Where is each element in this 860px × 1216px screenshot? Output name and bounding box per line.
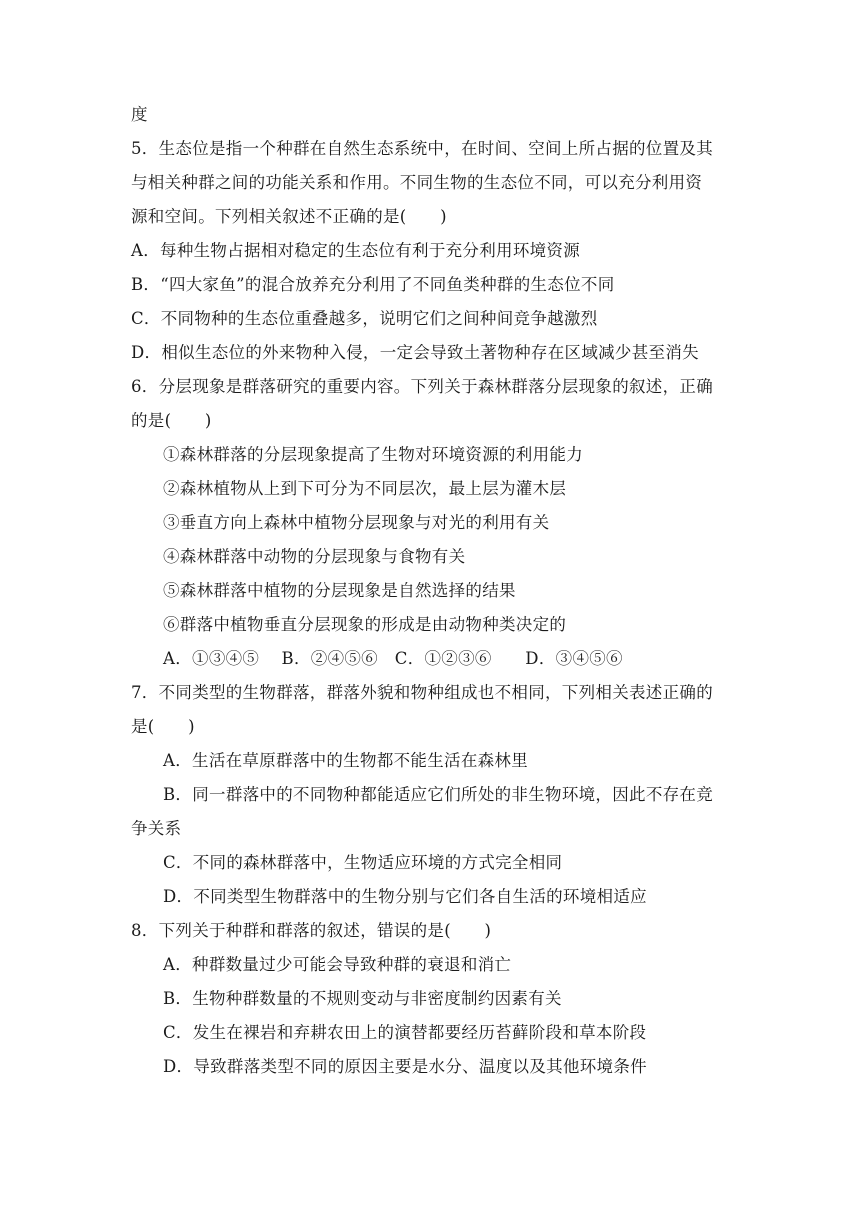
- question-6-statement-5: ⑤森林群落中植物的分层现象是自然选择的结果: [163, 581, 516, 600]
- question-5-option-b: B．“四大家鱼”的混合放养充分利用了不同鱼类种群的生态位不同: [131, 275, 615, 294]
- question-7-line-2: 是( ): [131, 717, 195, 736]
- question-5-option-c: C．不同物种的生态位重叠越多，说明它们之间种间竞争越激烈: [131, 309, 598, 328]
- question-7-option-b-cont: 争关系: [131, 819, 182, 838]
- question-8-option-c: C．发生在裸岩和弃耕农田上的演替都要经历苔藓阶段和草本阶段: [163, 1023, 647, 1042]
- question-7-option-b: B．同一群落中的不同物种都能适应它们所处的非生物环境，因此不存在竞: [163, 785, 714, 804]
- question-8-option-a: A．种群数量过少可能会导致种群的衰退和消亡: [163, 955, 512, 974]
- question-5-option-d: D．相似生态位的外来物种入侵，一定会导致土著物种存在区域减少甚至消失: [131, 343, 699, 362]
- question-7-option-c: C．不同的森林群落中，生物适应环境的方式完全相同: [163, 853, 563, 872]
- question-5-line-3: 源和空间。下列相关叙述不正确的是( ): [131, 207, 447, 226]
- question-8-option-d: D．导致群落类型不同的原因主要是水分、温度以及其他环境条件: [163, 1057, 647, 1076]
- question-6-statement-6: ⑥群落中植物垂直分层现象的形成是由动物种类决定的: [163, 615, 567, 634]
- question-7-line-1: 7．不同类型的生物群落，群落外貌和物种组成也不相同，下列相关表述正确的: [131, 683, 713, 702]
- question-7-option-d: D．不同类型生物群落中的生物分别与它们各自生活的环境相适应: [163, 887, 647, 906]
- question-6-line-2: 的是( ): [131, 411, 212, 430]
- question-5-line-1: 5．生态位是指一个种群在自然生态系统中，在时间、空间上所占据的位置及其: [131, 139, 713, 158]
- question-6-options: A．①③④⑤ B．②④⑤⑥ C．①②③⑥ D．③④⑤⑥: [163, 649, 623, 668]
- question-5-line-2: 与相关种群之间的功能关系和作用。不同生物的生态位不同，可以充分利用资: [131, 173, 703, 192]
- text-line: 度: [131, 105, 148, 124]
- question-6-statement-4: ④森林群落中动物的分层现象与食物有关: [163, 547, 466, 566]
- question-6-statement-3: ③垂直方向上森林中植物分层现象与对光的利用有关: [163, 513, 550, 532]
- question-8-option-b: B．生物种群数量的不规则变动与非密度制约因素有关: [163, 989, 562, 1008]
- question-6-statement-1: ①森林群落的分层现象提高了生物对环境资源的利用能力: [163, 445, 583, 464]
- question-7-option-a: A．生活在草原群落中的生物都不能生活在森林里: [163, 751, 529, 770]
- question-8-line-1: 8．下列关于种群和群落的叙述，错误的是( ): [131, 921, 492, 940]
- question-5-option-a: A．每种生物占据相对稳定的生态位有利于充分利用环境资源: [131, 241, 581, 260]
- question-6-statement-2: ②森林植物从上到下可分为不同层次，最上层为灌木层: [163, 479, 567, 498]
- question-6-line-1: 6．分层现象是群落研究的重要内容。下列关于森林群落分层现象的叙述，正确: [131, 377, 713, 396]
